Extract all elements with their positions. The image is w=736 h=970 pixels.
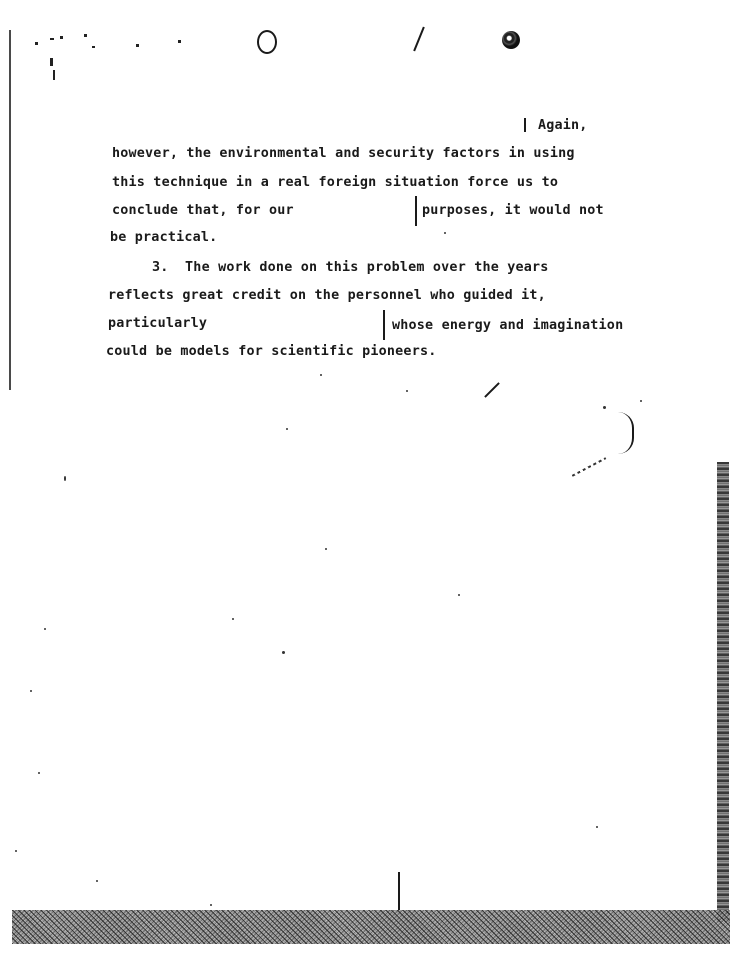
redaction-marker — [524, 118, 526, 132]
vertical-scan-mark — [398, 872, 400, 910]
scan-speck — [444, 232, 446, 234]
scan-speck — [406, 390, 408, 392]
paragraph-1-line-3: this technique in a real foreign situation force us to — [112, 175, 559, 190]
scan-speck — [38, 772, 40, 774]
scan-speck — [640, 400, 642, 402]
top-left-speck — [92, 46, 95, 48]
scan-speck — [458, 594, 460, 596]
redaction-marker — [383, 310, 385, 340]
top-slash-artifact — [413, 27, 425, 52]
slash-artifact — [484, 382, 500, 398]
right-scan-border — [717, 462, 729, 922]
paragraph-1-line-5: be practical. — [110, 230, 218, 245]
paragraph-1-line-1: Again, — [538, 118, 588, 133]
paragraph-2-line-4: could be models for scientific pioneers. — [106, 344, 437, 359]
paragraph-2-line-3-start: particularly — [108, 316, 208, 331]
scan-speck — [30, 690, 32, 692]
scan-speck — [232, 618, 234, 620]
scan-speck — [64, 476, 66, 481]
scan-speck — [282, 651, 285, 654]
left-scan-border — [9, 30, 11, 390]
paragraph-1-line-4-start: conclude that, for our — [112, 203, 294, 218]
bottom-scan-noise-band — [12, 910, 730, 944]
top-left-speck — [50, 38, 54, 40]
scan-speck — [44, 628, 46, 630]
scan-speck — [286, 428, 288, 430]
dash-artifact — [572, 457, 606, 477]
top-blob-artifact — [502, 31, 520, 49]
top-left-speck — [178, 40, 181, 43]
scan-speck — [596, 826, 598, 828]
redaction-marker — [415, 196, 417, 226]
paragraph-2-line-3-end: whose energy and imagination — [392, 318, 624, 333]
top-left-speck — [50, 58, 53, 66]
curve-artifact — [618, 412, 634, 454]
scan-speck — [603, 406, 606, 409]
top-left-speck — [35, 42, 38, 45]
scan-speck — [320, 374, 322, 376]
scan-speck — [210, 904, 212, 906]
paragraph-2-line-1: 3. The work done on this problem over the years — [152, 260, 549, 275]
top-circle-artifact — [257, 30, 277, 54]
paragraph-1-line-4-end: purposes, it would not — [422, 203, 604, 218]
scan-speck — [15, 850, 17, 852]
top-left-speck — [60, 36, 63, 39]
scan-speck — [96, 880, 98, 882]
paragraph-1-line-2: however, the environmental and security factors in using — [112, 146, 575, 161]
top-left-speck — [84, 34, 87, 37]
top-left-speck — [53, 70, 55, 80]
paragraph-2-line-2: reflects great credit on the personnel who guided it, — [108, 288, 546, 303]
top-left-speck — [136, 44, 139, 47]
scan-speck — [325, 548, 327, 550]
